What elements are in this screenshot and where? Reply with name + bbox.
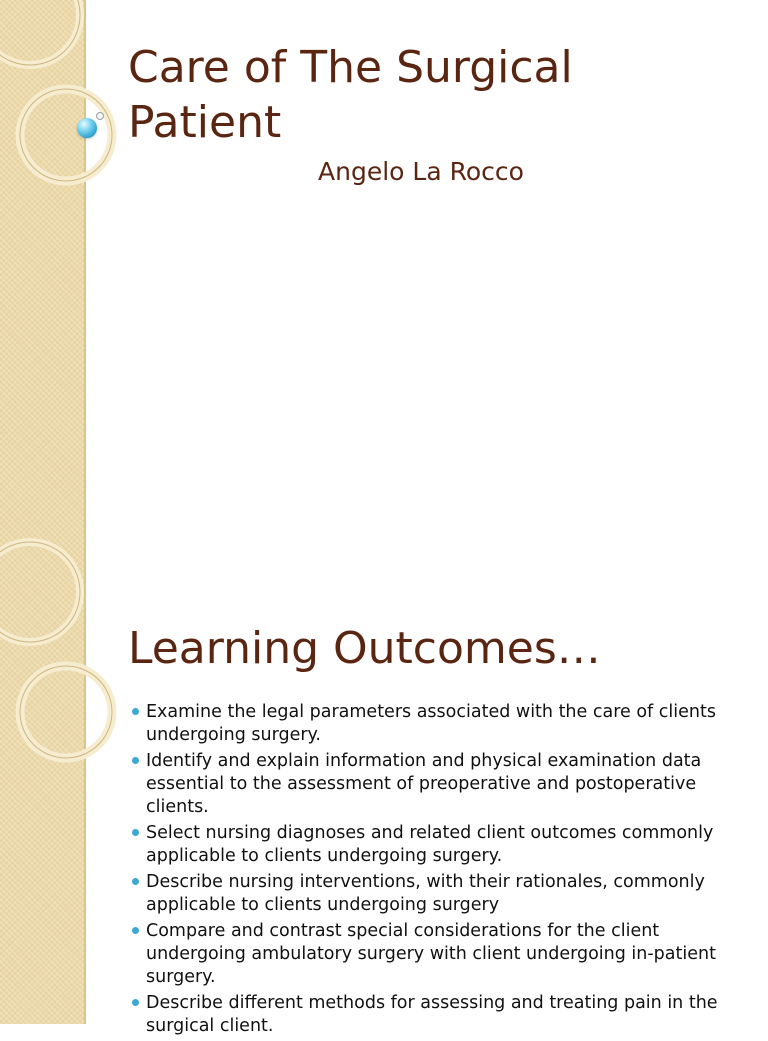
ring-middle-edge — [20, 666, 112, 758]
slide-author: Angelo La Rocco — [318, 157, 524, 186]
bullet-dot-icon — [132, 878, 139, 885]
small-circle-icon — [96, 112, 104, 120]
bullet-text: Describe nursing interventions, with their rationales, commonly applicable to clients undergoing surgery — [146, 872, 705, 915]
decorative-sidebar — [0, 577, 86, 1024]
decorative-rings — [0, 577, 84, 1024]
slide-heading: Learning Outcomes… — [128, 623, 601, 674]
bullet-item — [128, 750, 748, 819]
bullet-dot-icon — [132, 708, 139, 715]
ring-top-edge — [0, 0, 80, 65]
bullet-dot-icon — [132, 927, 139, 934]
bullet-item — [128, 822, 748, 868]
bullet-dot-icon — [132, 829, 139, 836]
bullet-text: Identify and explain information and physical examination data essential to the assessment of preoperative and postoperative clients. — [146, 751, 702, 817]
bullet-item — [128, 871, 748, 917]
slide-title-heading: Care of The Surgical Patient — [128, 42, 573, 148]
bullet-dot-icon — [132, 999, 139, 1006]
bullet-text: Select nursing diagnoses and related client outcomes commonly applicable to clients undergoing surgery. — [146, 823, 714, 866]
bullet-item — [128, 920, 748, 989]
slide-learning-outcomes — [0, 577, 768, 1036]
ring-top — [0, 0, 80, 65]
ring-middle-edge — [20, 89, 112, 181]
bullet-dot-icon — [132, 757, 139, 764]
decorative-rings — [0, 0, 84, 577]
bullet-list — [128, 701, 748, 1041]
bullet-text: Compare and contrast special considerations for the client undergoing ambulatory surgery with client undergoing in-patient surgery. — [146, 921, 716, 987]
blue-orb-icon — [77, 118, 97, 138]
decorative-sidebar — [0, 0, 86, 577]
bullet-item — [128, 992, 748, 1038]
bullet-text: Describe different methods for assessing and treating pain in the surgical client. — [146, 993, 718, 1036]
bullet-text: Examine the legal parameters associated with the care of clients undergoing surgery. — [146, 702, 716, 745]
bullet-item — [128, 701, 748, 747]
